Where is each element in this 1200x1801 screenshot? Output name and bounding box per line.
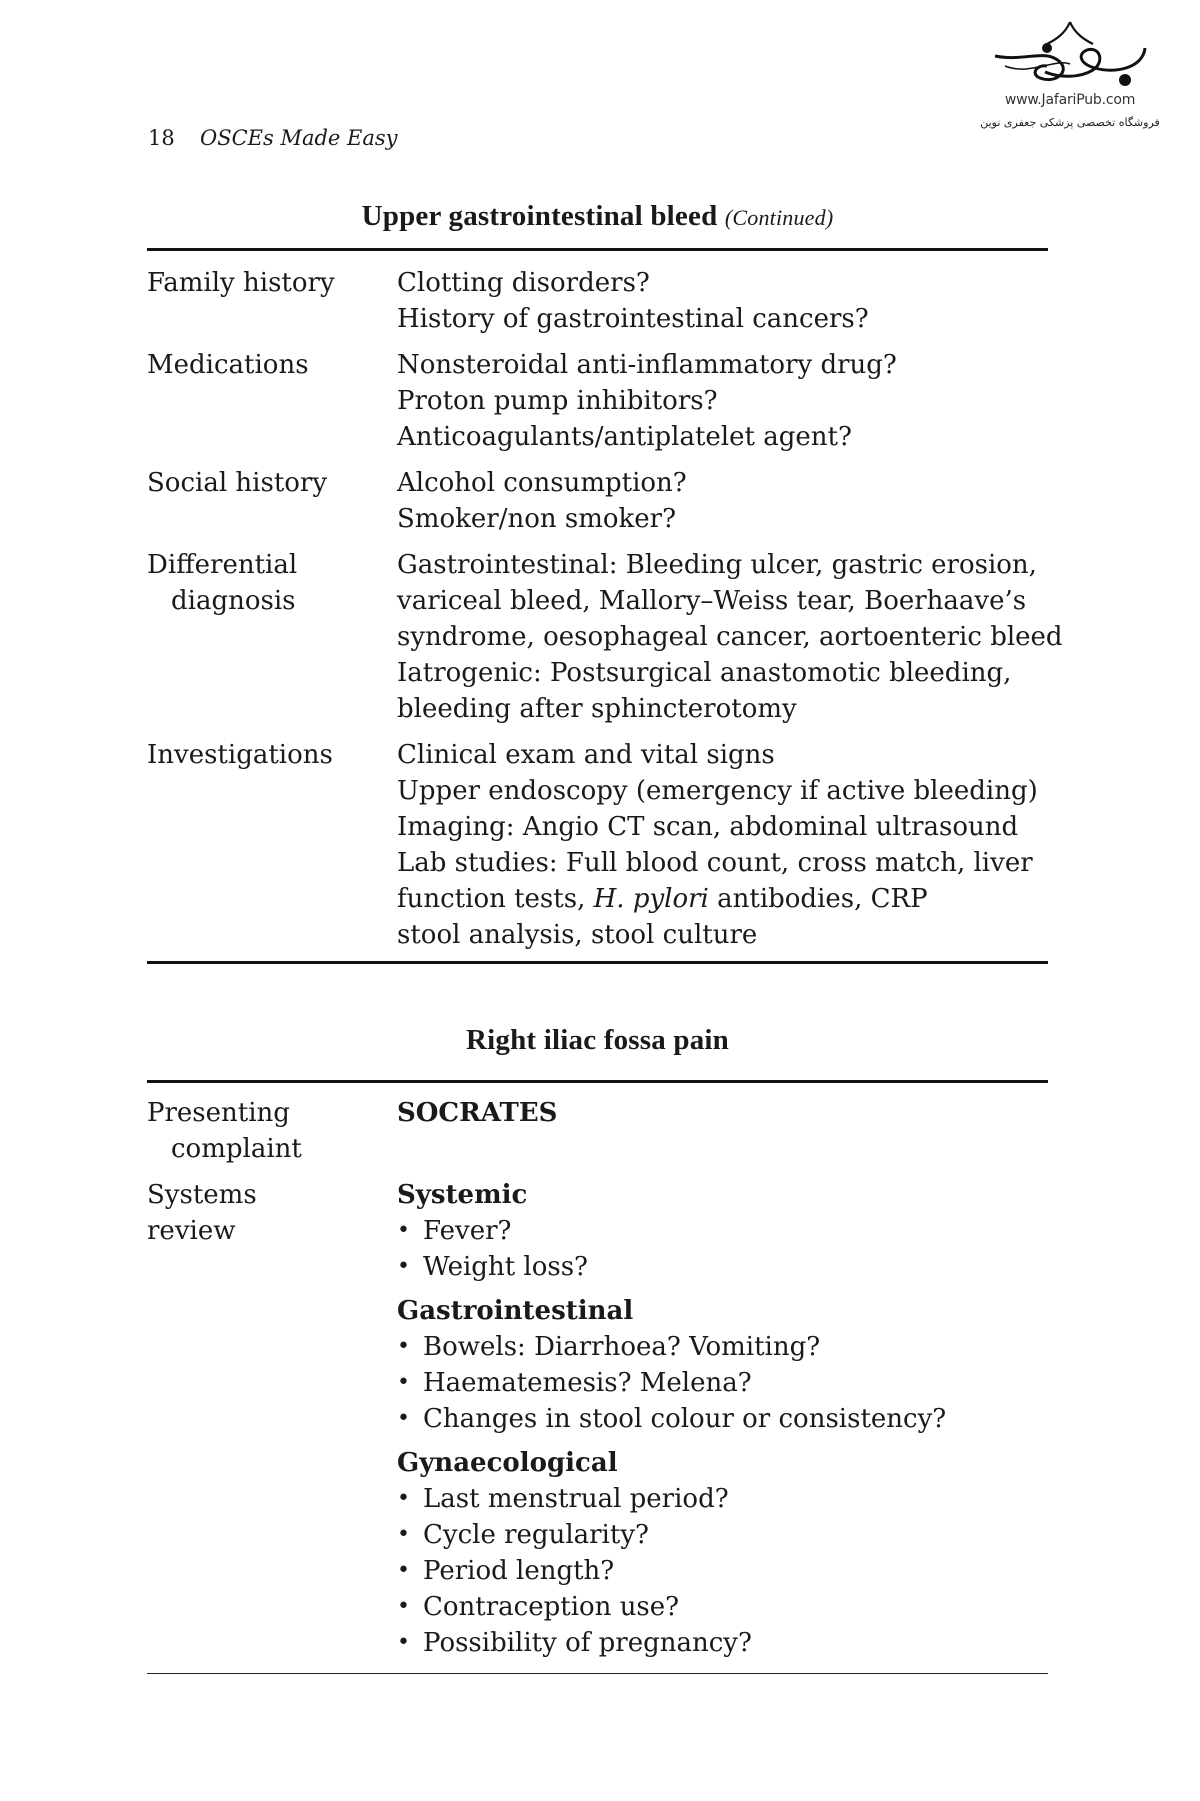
bullet-item [397,1249,1048,1285]
row-content [397,1177,1048,1661]
table-row-investigations [147,737,1048,953]
section-title [147,1020,1048,1080]
row-label-text-continued: complaint [171,1134,302,1164]
publisher-logo-icon [985,18,1155,90]
bullet-text: Haematemesis? Melena? [423,1368,752,1398]
content-line: Nonsteroidal anti-inflammatory drug? [397,350,897,380]
content-line: Imaging: Angio CT scan, abdominal ultrasound [397,812,1019,842]
section-title [147,196,1048,248]
bullet-item [397,1481,1048,1517]
bullet-icon: • [397,1218,410,1243]
bullet-text: Fever? [423,1216,512,1246]
publisher-url: www.JafariPub.com [1004,92,1136,108]
content-line [397,881,1048,917]
bullet-icon: • [397,1254,410,1279]
bullet-icon: • [397,1522,410,1547]
bullet-icon: • [397,1594,410,1619]
page-number: 18 [148,126,175,150]
bullet-item [397,1213,1048,1249]
content-line: Iatrogenic: Postsurgical anastomotic bleeding, [397,658,1012,688]
bullet-text: Last menstrual period? [423,1484,729,1514]
mnemonic: SOCRATES [397,1098,558,1128]
row-content [397,265,1048,337]
row-label [147,1095,397,1167]
table-row-family-history [147,265,1048,337]
bullet-item [397,1517,1048,1553]
bullet-item [397,1401,1048,1437]
publisher-tagline: فروشگاه تخصصی پزشکی جعفری نوین [980,116,1160,129]
table-body [147,251,1063,961]
section-right-iliac-fossa-pain [147,1020,1048,1674]
bullet-text: Possibility of pregnancy? [423,1628,752,1658]
content-line-start: function tests, [397,884,586,914]
running-head [148,126,398,150]
bullet-item [397,1589,1048,1625]
table-row-differential-diagnosis [147,547,1063,727]
bullet-text: Weight loss? [423,1252,589,1282]
bullet-icon: • [397,1406,410,1431]
row-content [397,737,1048,953]
content-line: Clotting disorders? [397,268,650,298]
row-label-text: Presenting [147,1098,290,1128]
bullet-icon: • [397,1334,410,1359]
content-line: variceal bleed, Mallory–Weiss tear, Boerhaave’s [397,586,1027,616]
row-label-text: Investigations [147,740,333,770]
section-title-text: Right iliac fossa pain [465,1024,730,1056]
bullet-item [397,1365,1048,1401]
row-content [397,547,1063,727]
group-heading: Gastrointestinal [397,1296,634,1326]
content-line: Clinical exam and vital signs [397,740,775,770]
row-label-text-continued: diagnosis [171,586,296,616]
row-content [397,465,1048,537]
bullet-text: Period length? [423,1556,615,1586]
content-line: Gastrointestinal: Bleeding ulcer, gastric erosion, [397,550,1037,580]
bullet-icon: • [397,1630,410,1655]
row-label-text: Social history [147,468,328,498]
bullet-icon: • [397,1558,410,1583]
row-content [397,347,1048,455]
row-label-text-continued: review [147,1216,236,1246]
row-label [147,547,397,727]
row-label [147,737,397,953]
content-line: bleeding after sphincterotomy [397,694,797,724]
row-label-text: Medications [147,350,309,380]
content-line: Alcohol consumption? [397,468,687,498]
content-line: Smoker/non smoker? [397,504,677,534]
table-body [147,1083,1048,1673]
row-label-text: Systems [147,1180,257,1210]
table-row-social-history [147,465,1048,537]
table-row-medications [147,347,1048,455]
content-line: Proton pump inhibitors? [397,386,718,416]
bullet-text: Bowels: Diarrhoea? Vomiting? [423,1332,821,1362]
bullet-item [397,1625,1048,1661]
row-label-text: Family history [147,268,335,298]
group-systemic [397,1177,1048,1285]
row-content [397,1095,1048,1167]
row-label [147,265,397,337]
content-line: Lab studies: Full blood count, cross match, liver [397,848,1033,878]
bottom-rule [147,961,1048,964]
bottom-rule [147,1673,1048,1674]
table-row-systems-review [147,1177,1048,1661]
bullet-text: Contraception use? [423,1592,680,1622]
group-gastrointestinal [397,1293,1048,1437]
section-title-text: Upper gastrointestinal bleed [361,200,718,232]
bullet-item [397,1329,1048,1365]
book-title: OSCEs Made Easy [200,126,398,150]
content-line: syndrome, oesophageal cancer, aortoenteric bleed [397,622,1063,652]
content-line: Upper endoscopy (emergency if active bleeding) [397,776,1038,806]
bullet-icon: • [397,1370,410,1395]
content-line: History of gastrointestinal cancers? [397,304,869,334]
content-line: Anticoagulants/antiplatelet agent? [397,422,852,452]
row-label [147,347,397,455]
row-label [147,465,397,537]
row-label-text: Differential [147,550,298,580]
row-label [147,1177,397,1661]
section-upper-gi-bleed [147,196,1063,964]
content-line-end: antibodies, CRP [717,884,928,914]
group-gynaecological [397,1445,1048,1661]
bullet-text: Cycle regularity? [423,1520,649,1550]
section-title-continued: (Continued) [724,205,834,230]
bullet-item [397,1553,1048,1589]
publisher-watermark [975,18,1165,138]
bullet-icon: • [397,1486,410,1511]
content-line: stool analysis, stool culture [397,920,758,950]
organism-name: H. pylori [593,884,709,914]
bullet-text: Changes in stool colour or consistency? [423,1404,947,1434]
table-row-presenting-complaint [147,1095,1048,1167]
group-heading: Systemic [397,1180,528,1210]
group-heading: Gynaecological [397,1448,618,1478]
